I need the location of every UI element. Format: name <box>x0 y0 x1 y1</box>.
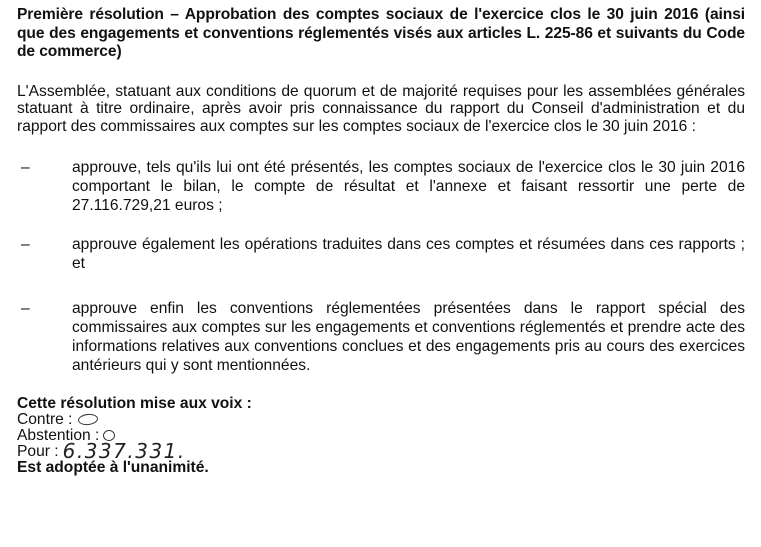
vote-pour <box>17 439 745 463</box>
item-text: approuve également les opérations traduites dans ces comptes et résumées dans ces rapports ; et <box>72 236 745 272</box>
vote-heading: Cette résolution mise aux voix : <box>17 395 252 412</box>
resolution-intro: L'Assemblée, statuant aux conditions de quorum et de majorité requises pour les assemblées générales statuant à titre ordinaire, après avoir pris connaissance du rapport du Conseil d'administration et du rapport des commissaires aux comptes sur les comptes sociaux de l'exercice clos le 30 juin 2016 : <box>17 82 745 135</box>
resolution-item-3 <box>17 299 745 375</box>
handwritten-zero-contre <box>78 413 99 426</box>
vote-contre <box>17 412 745 428</box>
resolution-item-1 <box>17 158 745 215</box>
item-text: approuve enfin les conventions réglementées présentées dans le rapport spécial des commissaires aux comptes sur les engagements et conventions réglementés et prendre acte des informations relatives aux conventions conclues et des engagements pris au cours des exercices antérieurs qui y sont mentionnées. <box>72 300 745 374</box>
abstention-label: Abstention : <box>17 427 100 444</box>
resolution-document <box>17 6 745 476</box>
item-bullet: – <box>21 300 30 317</box>
handwritten-pour-value: 6.337.331. <box>62 439 186 463</box>
item-bullet: – <box>21 159 30 176</box>
resolution-title: Première résolution – Approbation des comptes sociaux de l'exercice clos le 30 juin 2016 (ainsi que des engagements et conventions réglementés visés aux articles L. 225-86 et suivants du Code de commerce) <box>17 6 745 60</box>
item-bullet: – <box>21 236 30 253</box>
contre-label: Contre : <box>17 411 73 428</box>
vote-block <box>17 396 745 476</box>
vote-result: Est adoptée à l'unanimité. <box>17 459 209 476</box>
pour-label: Pour : <box>17 443 59 460</box>
item-text: approuve, tels qu'ils lui ont été présentés, les comptes sociaux de l'exercice clos le 30 juin 2016 comportant le bilan, le compte de résultat et l'annexe et faisant ressortir une perte de 27.116.729,21 euros ; <box>72 159 745 214</box>
resolution-item-2 <box>17 235 745 273</box>
